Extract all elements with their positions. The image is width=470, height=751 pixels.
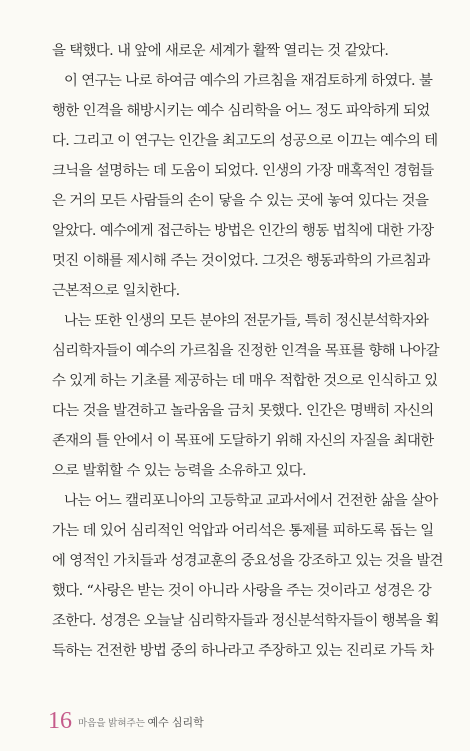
- text-line: 가는 데 있어 심리적인 억압과 어리석은 통제를 피하도록 돕는 일: [52, 523, 434, 539]
- running-title-prefix: 마음을 밝혀주는: [78, 718, 145, 729]
- text-line: 알았다. 예수에게 접근하는 방법은 인간의 행동 법칙에 대한 가장: [52, 223, 434, 239]
- page-number: 16: [48, 708, 72, 734]
- text-line: 했다. “사랑은 받는 것이 아니라 사랑을 주는 것이라고 성경은 강: [52, 583, 432, 599]
- text-line: 에 영적인 가치들과 성경교훈의 중요성을 강조하고 있는 것을 발견: [52, 553, 443, 569]
- text-line: 멋진 이해를 제시해 주는 것이었다. 그것은 행동과학의 가르침과: [52, 253, 430, 269]
- text-line: 심리학자들이 예수의 가르침을 진정한 인격을 목표를 향해 나아갈: [52, 343, 439, 359]
- running-title-main: 예수 심리학: [147, 717, 204, 729]
- text-line: 나는 어느 캘리포니아의 고등학교 교과서에서 건전한 삶을 살아: [64, 493, 438, 509]
- text-line: 이 연구는 나로 하여금 예수의 가르침을 재검토하게 하였다. 불: [64, 73, 433, 89]
- text-line: 크닉을 설명하는 데 도움이 되었다. 인생의 가장 매혹적인 경험들: [52, 163, 434, 179]
- text-line: 근본적으로 일치한다.: [52, 283, 180, 299]
- page-footer: [48, 703, 204, 733]
- text-line: 다. 그리고 이 연구는 인간을 최고도의 성공으로 이끄는 예수의 테: [52, 133, 438, 149]
- text-line: 나는 또한 인생의 모든 분야의 전문가들, 특히 정신분석학자와: [64, 313, 429, 329]
- text-line: 수 있게 하는 기초를 제공하는 데 매우 적합한 것으로 인식하고 있: [52, 373, 438, 389]
- text-line: 은 거의 모든 사람들의 손이 닿을 수 있는 곳에 놓여 있다는 것을: [52, 193, 429, 209]
- text-line: 행한 인격을 해방시키는 예수 심리학을 어느 정도 파악하게 되었: [52, 103, 430, 119]
- text-line: 으로 발휘할 수 있는 능력을 소유하고 있다.: [52, 463, 306, 479]
- text-line: 을 택했다. 내 앞에 새로운 세계가 활짝 열리는 것 같았다.: [52, 43, 389, 59]
- text-line: 다는 것을 발견하고 놀라움을 금치 못했다. 인간은 명백히 자신의: [52, 403, 434, 419]
- text-line: 존재의 틀 안에서 이 목표에 도달하기 위해 자신의 자질을 최대한: [52, 433, 434, 449]
- text-line: 조한다. 성경은 오늘날 심리학자들과 정신분석학자들이 행복을 획: [52, 613, 439, 629]
- running-title: [78, 717, 204, 730]
- text-line: 득하는 건전한 방법 중의 하나라고 주장하고 있는 진리로 가득 차: [52, 643, 434, 659]
